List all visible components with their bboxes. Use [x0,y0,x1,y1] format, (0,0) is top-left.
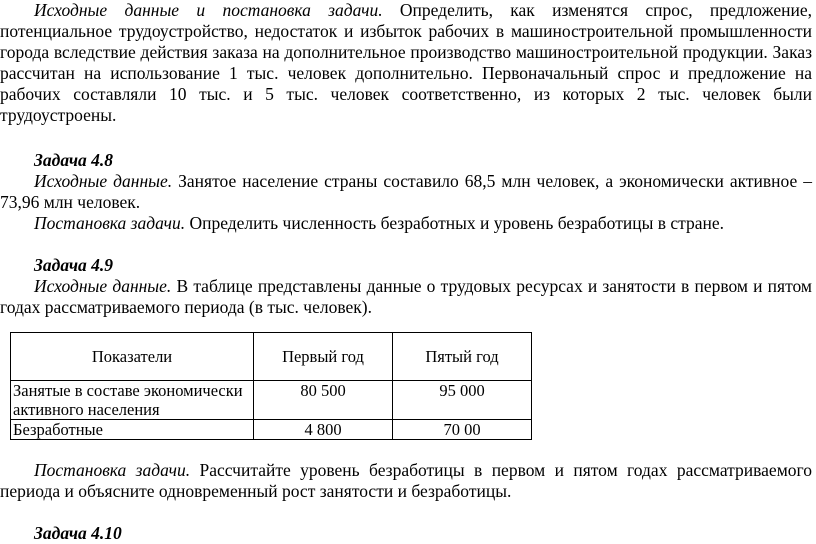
task-4-9-problem-label: Постановка задачи. [34,460,191,480]
intro-label: Исходные данные и постановка задачи. [34,0,383,20]
task-4-9-data-label: Исходные данные. [34,276,172,296]
table-row [11,381,532,420]
task-4-10-title: Задача 4.10 [34,523,122,543]
task-4-8-data-paragraph [0,171,812,213]
task-4-8-data-text: Занятое население страны составило 68,5 млн человек, а экономически активное – 73,96 млн человек. [0,171,813,212]
table-header-cell: Первый год [254,333,393,381]
table-cell: Безработные [11,420,254,440]
table-header-cell: Пятый год [393,333,532,381]
task-4-8-problem-paragraph [0,213,812,234]
task-4-9-title: Задача 4.9 [34,255,114,275]
task-4-9-problem-text: Рассчитайте уровень безработицы в первом и пятом годах рассматриваемого периода и объясните одновременный рост занятости и безработицы. [0,460,813,501]
intro-paragraph [0,0,812,126]
table-row [11,420,532,440]
intro-text: Определить, как изменятся спрос, предложение, потенциальное трудоустройство, недостаток и избыток рабочих в машиностроительной промышленности города вследствие действия заказа на дополнительное производство машиностроительной продукции. Заказ рассчитан на использование 1 тыс. человек дополнительно. Первоначальный спрос и предложение на рабочих составляли 10 тыс. и 5 тыс. человек соответственно, из которых 2 тыс. человек были трудоустроены. [0,0,812,125]
table-cell: 80 500 [254,381,393,420]
task-4-8-problem-label: Постановка задачи. [34,213,186,233]
task-4-8-problem-text: Определить численность безработных и уровень безработицы в стране. [189,213,725,233]
task-4-9-data-paragraph [0,276,812,318]
table-cell: Занятые в составе экономически активного населения [11,381,254,420]
employment-table [10,332,532,440]
table-cell: 70 00 [393,420,532,440]
task-4-9-problem-paragraph [0,460,812,502]
task-4-9-data-text: В таблице представлены данные о трудовых ресурсах и занятости в первом и пятом годах рассматриваемого периода (в тыс. человек). [0,276,813,317]
task-4-8-data-label: Исходные данные. [34,171,173,191]
table-cell: 4 800 [254,420,393,440]
task-4-8-title: Задача 4.8 [34,150,114,170]
table-header-row [11,333,532,381]
table-cell: 95 000 [393,381,532,420]
employment-table-wrapper [10,332,532,440]
table-header-cell: Показатели [11,333,254,381]
